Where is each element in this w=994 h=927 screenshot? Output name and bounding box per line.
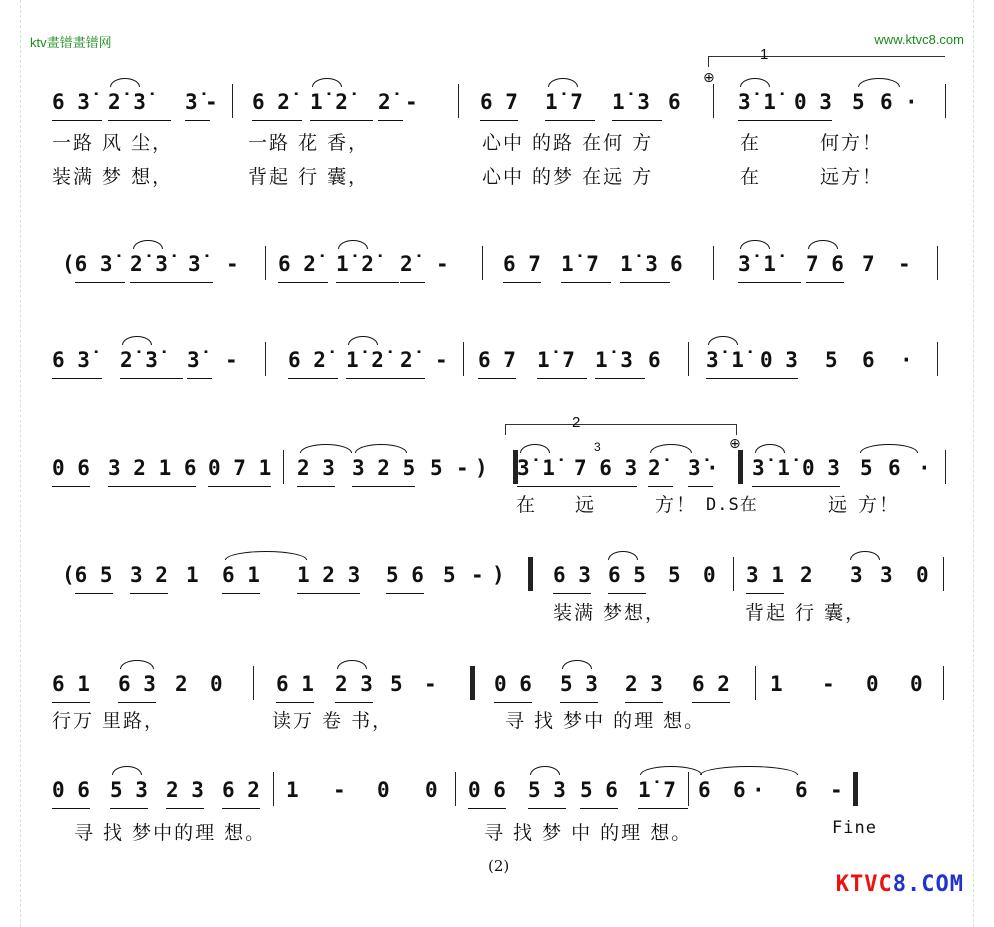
note-token: 3̇	[187, 348, 200, 372]
beam-underline	[528, 808, 566, 809]
lyric-text: 一路 花 香，	[248, 132, 370, 154]
note-token: 1̇ 2̇	[346, 348, 384, 372]
note-token: -	[424, 672, 437, 696]
note-token: 6 3	[118, 672, 156, 696]
note-token: 2̇ 3̇	[108, 90, 146, 114]
beam-underline	[75, 593, 113, 594]
beam-underline	[620, 282, 670, 283]
beam-underline	[52, 808, 90, 809]
volta-2-number: 2	[572, 414, 581, 431]
beam-underline	[612, 120, 662, 121]
slur-arc	[548, 78, 578, 87]
beam-underline	[52, 378, 102, 379]
note-token: 2 3	[335, 672, 373, 696]
bar-line	[458, 84, 459, 118]
left-margin-strip	[6, 0, 21, 927]
beam-underline	[794, 120, 832, 121]
beam-underline	[560, 702, 598, 703]
note-token: 0	[703, 563, 716, 587]
lyric-text: D.S在	[706, 495, 758, 515]
note-token: 1̇ 7	[638, 778, 676, 802]
slur-arc	[740, 78, 770, 87]
note-token: -	[898, 252, 911, 276]
right-margin-strip	[973, 0, 988, 927]
note-token: 2 3	[166, 778, 204, 802]
lyric-text: 在	[740, 132, 762, 154]
bar-line	[945, 450, 946, 484]
note-token: -	[226, 252, 239, 276]
beam-underline	[738, 282, 801, 283]
note-token: -	[333, 778, 346, 802]
note-token: 3̇ 1̇	[738, 90, 776, 114]
bar-line	[937, 342, 938, 376]
note-token: 5	[852, 90, 865, 114]
slur-arc	[808, 240, 838, 249]
note-token: 0	[210, 672, 223, 696]
bar-line	[943, 666, 944, 700]
beam-underline	[553, 593, 591, 594]
slur-arc	[122, 336, 152, 345]
beam-underline	[208, 486, 271, 487]
bar-line	[463, 342, 464, 376]
note-token: 6 1	[276, 672, 314, 696]
note-token: -	[471, 563, 484, 587]
beam-underline	[130, 593, 168, 594]
note-token: (6 3̇	[62, 252, 113, 276]
lyric-text: 行万 里路，	[52, 710, 166, 732]
beam-underline	[52, 702, 90, 703]
beam-underline	[386, 593, 424, 594]
slur-arc	[120, 660, 154, 669]
note-token: 5 3	[110, 778, 148, 802]
lyric-text: 一路 风 尘，	[52, 132, 174, 154]
beam-underline	[335, 702, 373, 703]
note-token: 3̇	[185, 90, 198, 114]
beam-underline	[110, 808, 148, 809]
note-token: 2̇	[400, 348, 413, 372]
lyric-text: 远	[828, 494, 850, 516]
beam-underline	[120, 378, 183, 379]
note-token: 1̇ 7	[537, 348, 575, 372]
beam-underline	[252, 120, 302, 121]
beam-underline	[185, 120, 210, 121]
note-token: 1̇ 2̇	[336, 252, 374, 276]
note-token: -	[435, 348, 448, 372]
note-token: 3 2 1 6	[108, 456, 197, 480]
slur-arc	[110, 78, 140, 87]
note-token: 3 1	[746, 563, 784, 587]
beam-underline	[760, 378, 798, 379]
note-token: 6 3	[553, 563, 591, 587]
note-token: 1	[770, 672, 783, 696]
note-token: 2	[175, 672, 188, 696]
beam-underline	[278, 282, 328, 283]
beam-underline	[806, 282, 844, 283]
beam-underline	[545, 120, 595, 121]
volta-bracket-2	[505, 424, 737, 435]
bar-line	[733, 557, 734, 591]
note-token: -	[436, 252, 449, 276]
note-token: ·	[905, 90, 918, 114]
note-token: 0	[916, 563, 929, 587]
lyric-text: 装满 梦想，	[553, 602, 667, 624]
note-token: 2̇ 3̇	[130, 252, 168, 276]
note-token: 5	[430, 456, 443, 480]
slur-arc	[355, 444, 407, 453]
lyric-text: 远	[575, 494, 597, 516]
note-token: 2̇	[648, 456, 661, 480]
slur-arc	[530, 766, 560, 775]
note-token: 0	[425, 778, 438, 802]
note-token: 2 3	[297, 456, 335, 480]
note-token: 0 6	[52, 778, 90, 802]
slur-arc	[338, 240, 368, 249]
bar-line	[265, 246, 266, 280]
watermark-left: ktv畫镨畫镨网	[30, 35, 112, 50]
lyric-text-verse2: 背起 行 囊，	[248, 166, 370, 188]
note-token: 2	[800, 563, 813, 587]
note-token: 6	[733, 778, 746, 802]
end-bar	[853, 772, 858, 806]
lyric-text: 在	[516, 494, 538, 516]
slur-arc	[740, 240, 770, 249]
slur-arc	[225, 551, 307, 560]
bar-line	[945, 84, 946, 118]
beam-underline	[108, 120, 171, 121]
beam-underline	[378, 120, 403, 121]
beam-underline	[478, 378, 516, 379]
slur-arc	[700, 766, 798, 775]
beam-underline	[297, 593, 360, 594]
note-token: 6	[668, 90, 681, 114]
note-token: 1 2 3	[297, 563, 361, 587]
note-token: 6 2̇	[252, 90, 290, 114]
note-token: 7 6	[806, 252, 844, 276]
note-token: 5 3	[528, 778, 566, 802]
beam-underline	[166, 808, 204, 809]
note-token: 1̇ 3	[612, 90, 650, 114]
slur-arc	[337, 660, 367, 669]
note-token: 0	[377, 778, 390, 802]
note-token: -	[225, 348, 238, 372]
fine-mark: Fine	[832, 818, 877, 838]
note-token: -	[830, 778, 843, 802]
lyric-text-verse2: 在	[740, 166, 762, 188]
note-token: 0	[866, 672, 879, 696]
note-token: 6	[888, 456, 901, 480]
note-token: 0 6	[52, 456, 90, 480]
bar-line	[713, 246, 714, 280]
note-token: 0 3	[794, 90, 832, 114]
slur-arc	[755, 444, 785, 453]
coda-sign: ⊕	[729, 436, 741, 452]
beam-underline	[574, 486, 637, 487]
note-token: -	[405, 90, 418, 114]
site-logo: KTVC8.COM	[835, 872, 964, 897]
note-token: 7	[862, 252, 875, 276]
beam-underline	[688, 486, 713, 487]
note-token: 5	[860, 456, 873, 480]
lyric-text-verse2: 心中 的梦 在远 方	[482, 166, 654, 188]
note-token: 6 1	[222, 563, 260, 587]
note-token: 2̇	[400, 252, 413, 276]
beam-underline	[738, 120, 801, 121]
note-token: 6	[648, 348, 661, 372]
note-token: 2̇ 3̇	[120, 348, 158, 372]
note-token: ·	[918, 456, 931, 480]
note-token: 0 3	[802, 456, 840, 480]
volta-bracket-1	[708, 56, 945, 67]
note-token: 1	[186, 563, 199, 587]
lyric-text: 寻 找 梦中 的理 想。	[505, 710, 706, 732]
note-token: 1̇ 3	[620, 252, 658, 276]
beam-underline	[517, 486, 580, 487]
bar-line	[232, 84, 233, 118]
note-token: 6 3̇	[52, 90, 90, 114]
double-bar	[738, 450, 743, 484]
bar-line	[755, 666, 756, 700]
note-token: 1	[286, 778, 299, 802]
note-token: 3 2	[130, 563, 168, 587]
note-token: 5 3	[560, 672, 598, 696]
lyric-text: 心中 的路 在何 方	[482, 132, 654, 154]
beam-underline	[580, 808, 618, 809]
note-token: 6	[880, 90, 893, 114]
note-token: 6 2̇	[288, 348, 326, 372]
note-token: 3̇	[688, 456, 701, 480]
note-token: 2 3	[625, 672, 663, 696]
note-token: 6	[862, 348, 875, 372]
note-token: 6 3̇	[52, 348, 90, 372]
note-token: 1̇ 7	[545, 90, 583, 114]
note-token: 6 1	[52, 672, 90, 696]
lyric-text: 寻 找 梦 中 的理 想。	[484, 822, 693, 844]
beam-underline	[692, 702, 730, 703]
beam-underline	[494, 702, 532, 703]
beam-underline	[310, 120, 373, 121]
lyric-text: 方！	[858, 494, 901, 516]
note-token: 5 6	[580, 778, 618, 802]
note-token: )	[492, 563, 505, 587]
note-token: (6 5	[62, 563, 113, 587]
repeat-bar	[470, 666, 475, 700]
beam-underline	[288, 378, 338, 379]
slur-arc	[112, 766, 142, 775]
beam-underline	[222, 593, 260, 594]
note-token: 6 5	[608, 563, 646, 587]
beam-underline	[638, 808, 688, 809]
note-token: 6	[670, 252, 683, 276]
note-token: 0 6	[494, 672, 532, 696]
note-token: 3	[850, 563, 863, 587]
beam-underline	[468, 808, 506, 809]
beam-underline	[503, 282, 541, 283]
beam-underline	[480, 120, 518, 121]
note-token: 3̇ 1̇	[752, 456, 790, 480]
note-token: 6 7	[480, 90, 518, 114]
beam-underline	[625, 702, 663, 703]
note-token: 6	[698, 778, 711, 802]
note-token: 1̇ 3	[595, 348, 633, 372]
bar-line	[688, 772, 689, 806]
note-token: -	[456, 456, 469, 480]
volta-1-number: 1	[760, 46, 769, 63]
lyric-text: 何方！	[820, 132, 884, 154]
note-token: 3 2 5	[352, 456, 416, 480]
lyric-text: 寻 找 梦中的理 想。	[74, 822, 267, 844]
note-token: 6 2̇	[278, 252, 316, 276]
beam-underline	[336, 282, 399, 283]
note-token: 6 7	[478, 348, 516, 372]
beam-underline	[108, 486, 196, 487]
note-token: 2̇	[378, 90, 391, 114]
note-token: 1̇ 2̇	[310, 90, 348, 114]
note-token: 3̇ 1̇	[706, 348, 744, 372]
beam-underline	[561, 282, 611, 283]
note-token: 6	[795, 778, 808, 802]
note-token: 0 3	[760, 348, 798, 372]
double-bar	[513, 450, 518, 484]
beam-underline	[297, 486, 335, 487]
bar-line	[937, 246, 938, 280]
beam-underline	[75, 282, 125, 283]
note-token: ·	[900, 348, 913, 372]
beam-underline	[746, 593, 784, 594]
bar-line	[688, 342, 689, 376]
note-token: 3̇ 1̇	[738, 252, 776, 276]
bar-line	[482, 246, 483, 280]
bar-line	[713, 84, 714, 118]
note-token: 6 7	[503, 252, 541, 276]
bar-line	[265, 342, 266, 376]
beam-underline	[52, 120, 102, 121]
note-token: ·	[752, 778, 765, 802]
beam-underline	[608, 593, 646, 594]
note-token: 6 2	[692, 672, 730, 696]
watermark-right: www.ktvc8.com	[874, 32, 964, 47]
slur-arc	[860, 444, 918, 453]
slur-arc	[708, 336, 738, 345]
lyric-text-verse2: 远方！	[820, 166, 884, 188]
beam-underline	[52, 486, 90, 487]
note-token: 6 2	[222, 778, 260, 802]
note-token: 5	[443, 563, 456, 587]
note-token: 3̇	[188, 252, 201, 276]
slur-arc	[850, 551, 880, 560]
beam-underline	[537, 378, 587, 379]
lyric-text: 读万 卷 书，	[272, 710, 394, 732]
note-token: -	[822, 672, 835, 696]
slur-arc	[348, 336, 378, 345]
note-token: 7 6 3	[574, 456, 638, 480]
bar-line	[943, 557, 944, 591]
slur-arc	[858, 78, 900, 87]
note-token: )	[475, 456, 488, 480]
note-token: -	[205, 90, 218, 114]
note-token: 5 6	[386, 563, 424, 587]
note-token: 0 6	[468, 778, 506, 802]
note-token: 0 7 1	[208, 456, 272, 480]
note-token: 3	[880, 563, 893, 587]
slur-arc	[520, 444, 550, 453]
beam-underline	[188, 282, 213, 283]
beam-underline	[276, 702, 314, 703]
bar-line	[455, 772, 456, 806]
bar-line	[273, 772, 274, 806]
beam-underline	[400, 282, 425, 283]
note-token: 5	[668, 563, 681, 587]
slur-arc	[640, 766, 702, 775]
page-number: (2)	[488, 857, 510, 875]
note-token: 5	[825, 348, 838, 372]
coda-sign: ⊕	[703, 70, 715, 86]
note-token: ·	[706, 456, 719, 480]
slur-arc	[312, 78, 342, 87]
note-token: 5	[390, 672, 403, 696]
lyric-text: 方！	[655, 494, 698, 516]
beam-underline	[352, 486, 415, 487]
triplet-number: 3	[594, 440, 601, 454]
bar-line	[253, 666, 254, 700]
beam-underline	[595, 378, 645, 379]
slur-arc	[650, 444, 692, 453]
slur-arc	[562, 660, 592, 669]
beam-underline	[118, 702, 156, 703]
beam-underline	[187, 378, 212, 379]
beam-underline	[802, 486, 840, 487]
beam-underline	[222, 808, 260, 809]
lyric-text-verse2: 装满 梦 想，	[52, 166, 174, 188]
slur-arc	[133, 240, 163, 249]
repeat-bar	[528, 557, 533, 591]
note-token: 0	[910, 672, 923, 696]
slur-arc	[608, 551, 638, 560]
note-token: 1̇ 7	[561, 252, 599, 276]
beam-underline	[130, 282, 193, 283]
lyric-text: 背起 行 囊，	[745, 602, 867, 624]
bar-line	[283, 450, 284, 484]
beam-underline	[400, 378, 425, 379]
slur-arc	[300, 444, 352, 453]
beam-underline	[648, 486, 673, 487]
note-token: 3̇ 1̇	[517, 456, 555, 480]
